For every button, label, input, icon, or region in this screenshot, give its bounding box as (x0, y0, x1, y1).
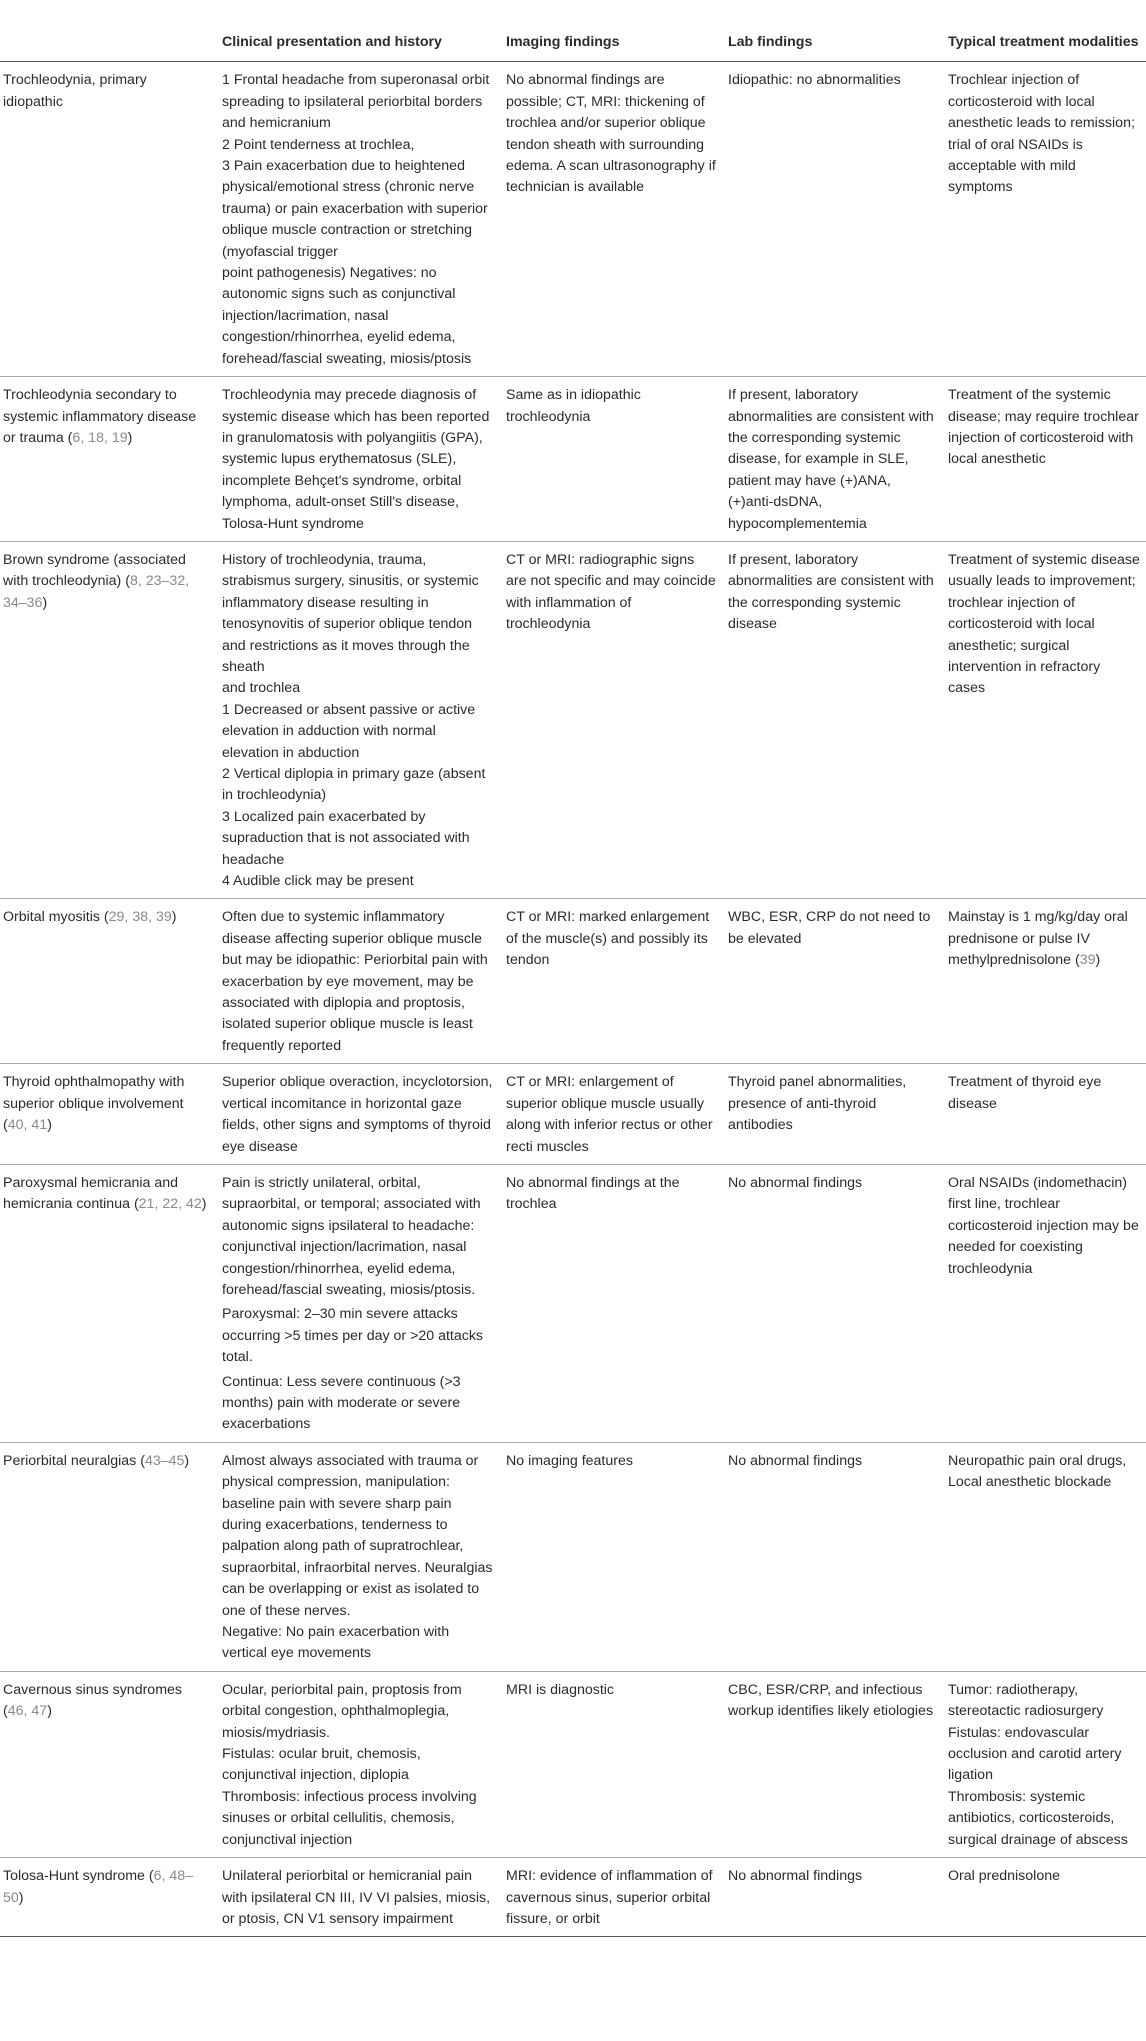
clinical-line: History of trochleodynia, trauma, strabismus surgery, sinusitis, or systemic inflammatory disease resulting in tenosynovitis of superior oblique tendon and restrictions as it moves through the sheath (222, 551, 479, 675)
table-row (0, 899, 1146, 1064)
citation-ref: 39 (1079, 952, 1096, 969)
condition-refs: (46, 47) (3, 1703, 52, 1720)
lab-cell: Idiopathic: no abnormalities (722, 62, 942, 377)
condition-name: Trochleodynia secondary to systemic inflammatory disease or trauma (3, 387, 197, 446)
citation-ref: 6, 48–50 (3, 1868, 194, 1906)
condition-cell (0, 1671, 216, 1857)
treatment-cell: Treatment of systemic disease usually leads to improvement; trochlear injection of corticosteroid with local anesthetic; surgical intervention in refractory cases (942, 541, 1146, 899)
condition-name: Orbital myositis (3, 909, 100, 926)
citation-ref: 40, 41 (7, 1117, 48, 1134)
imaging-cell: MRI: evidence of inflammation of cavernous sinus, superior orbital fissure, or orbit (500, 1858, 722, 1937)
condition-cell (0, 1164, 216, 1442)
lab-cell: CBC, ESR/CRP, and infectious workup identifies likely etiologies (722, 1671, 942, 1857)
condition-name: Paroxysmal hemicrania and hemicrania continua (3, 1174, 179, 1213)
clinical-line: Continua: Less severe continuous (>3 months) pain with moderate or severe exacerbations (222, 1373, 461, 1433)
condition-refs: (43–45) (140, 1452, 190, 1469)
table-row (0, 1442, 1146, 1671)
clinical-cell (216, 1064, 500, 1165)
clinical-line: Ocular, periorbital pain, proptosis from orbital congestion, ophthalmoplegia, miosis/mydriasis. (222, 1681, 462, 1741)
citation-ref: 29, 38, 39 (108, 909, 172, 926)
condition-name: Trochleodynia, primary idiopathic (3, 72, 147, 110)
clinical-line: 1 Frontal headache from superonasal orbit spreading to ipsilateral periorbital borders and hemicranium (222, 72, 490, 132)
clinical-cell (216, 1858, 500, 1937)
treatment-cell: Treatment of the systemic disease; may require trochlear injection of corticosteroid with local anesthetic (942, 377, 1146, 542)
clinical-cell (216, 62, 500, 377)
header-treatment: Typical treatment modalities (942, 0, 1146, 62)
condition-refs: (8, 23–32, 34–36) (3, 573, 190, 611)
condition-refs: (6, 48–50) (3, 1868, 194, 1906)
treatment-cell: Oral NSAIDs (indomethacin) first line, trochlear corticosteroid injection may be needed for coexisting trochleodynia (942, 1164, 1146, 1442)
treatment-line: Fistulas: endovascular occlusion and carotid artery ligation (948, 1724, 1122, 1784)
clinical-line: and trochlea (222, 680, 301, 697)
citation-ref: 21, 22, 42 (138, 1196, 202, 1213)
imaging-cell: No imaging features (500, 1442, 722, 1671)
condition-name: Thyroid ophthalmopathy with superior oblique involvement (3, 1074, 185, 1112)
header-condition (0, 0, 216, 62)
table-row (0, 1164, 1146, 1442)
citation-ref: 8, 23–32, 34–36 (3, 573, 190, 611)
header-clinical: Clinical presentation and history (216, 0, 500, 62)
clinical-line: point pathogenesis) Negatives: no autonomic signs such as conjunctival injection/lacrimation, nasal congestion/rhinorrhea, eyelid edema, forehead/fascial sweating, miosis/ptosis (222, 265, 472, 367)
condition-cell (0, 377, 216, 542)
clinical-cell (216, 541, 500, 899)
treatment-cell: Trochlear injection of corticosteroid with local anesthetic leads to remission; trial of oral NSAIDs is acceptable with mild symptoms (942, 62, 1146, 377)
condition-refs: (6, 18, 19) (67, 429, 133, 446)
clinical-line: 4 Audible click may be present (222, 873, 414, 890)
table-row (0, 1858, 1146, 1937)
treatment-cell (942, 1671, 1146, 1857)
clinical-line: 2 Vertical diplopia in primary gaze (absent in trochleodynia) (222, 766, 486, 804)
treatment-cell: Oral prednisolone (942, 1858, 1146, 1937)
condition-refs: (29, 38, 39) (103, 909, 177, 926)
table-row (0, 377, 1146, 542)
imaging-cell: No abnormal findings at the trochlea (500, 1164, 722, 1442)
clinical-cell (216, 899, 500, 1064)
table-row (0, 1064, 1146, 1165)
condition-name: Cavernous sinus syndromes (3, 1681, 182, 1698)
table-header (0, 0, 1146, 62)
clinical-cell (216, 377, 500, 542)
clinical-line: Thrombosis: infectious process involving sinuses or orbital cellulitis, chemosis, conjunctival injection (222, 1788, 477, 1848)
clinical-line: 3 Pain exacerbation due to heightened physical/emotional stress (chronic nerve trauma) or pain exacerbation with superior oblique muscle contraction or stretching (myofascial trigger (222, 158, 488, 260)
imaging-cell: MRI is diagnostic (500, 1671, 722, 1857)
clinical-line: Often due to systemic inflammatory disease affecting superior oblique muscle but may be idiopathic: Periorbital pain with exacerbation by eye movement, may be associated with diplopia and proptosis, isolated superior oblique muscle is least frequently reported (222, 909, 488, 1054)
condition-cell (0, 1064, 216, 1165)
imaging-cell: CT or MRI: marked enlargement of the muscle(s) and possibly its tendon (500, 899, 722, 1064)
clinical-line: 3 Localized pain exacerbated by supraduction that is not associated with headache (222, 808, 470, 868)
imaging-cell: CT or MRI: radiographic signs are not specific and may coincide with inflammation of trochleodynia (500, 541, 722, 899)
imaging-cell: Same as in idiopathic trochleodynia (500, 377, 722, 542)
clinical-line: Almost always associated with trauma or physical compression, manipulation: baseline pain with severe sharp pain during exacerbations, tenderness to palpation along path of supratrochlear, supraorbital, infraorbital nerves. Neuralgias can be overlapping or exist as isolated to one of these nerves. (222, 1452, 493, 1619)
clinical-line: Trochleodynia may precede diagnosis of systemic disease which has been reported in granulomatosis with polyangiitis (GPA), systemic lupus erythematosus (SLE), incomplete Behçet's syndrome, orbital lymphoma, adult-onset Still's disease, Tolosa-Hunt syndrome (222, 387, 490, 532)
condition-cell (0, 62, 216, 377)
condition-cell (0, 1858, 216, 1937)
condition-refs: (40, 41) (3, 1117, 52, 1134)
treatment-cell: Mainstay is 1 mg/kg/day oral prednisone or pulse IV methylprednisolone (39) (942, 899, 1146, 1064)
table-row (0, 541, 1146, 899)
condition-cell (0, 541, 216, 899)
condition-cell (0, 899, 216, 1064)
clinical-cell (216, 1164, 500, 1442)
clinical-line: Superior oblique overaction, incyclotorsion, vertical incomitance in horizontal gaze fields, other signs and symptoms of thyroid eye disease (222, 1074, 493, 1155)
lab-cell: No abnormal findings (722, 1442, 942, 1671)
clinical-line: Pain is strictly unilateral, orbital, supraorbital, or temporal; associated with autonomic signs ipsilateral to headache: conjunctival injection/lacrimation, nasal congestion/rhinorrhea, eyelid edema, forehead/fascial sweating, miosis/ptosis. (222, 1174, 481, 1298)
condition-name: Brown syndrome (associated with trochleodynia) (3, 551, 186, 590)
condition-name: Tolosa-Hunt syndrome (3, 1868, 145, 1885)
clinical-line: 2 Point tenderness at trochlea, (222, 136, 415, 153)
header-imaging: Imaging findings (500, 0, 722, 62)
clinical-line: 1 Decreased or absent passive or active elevation in adduction with normal elevation in abduction (222, 701, 476, 761)
clinical-cell (216, 1671, 500, 1857)
lab-cell: No abnormal findings (722, 1164, 942, 1442)
clinical-line: Paroxysmal: 2–30 min severe attacks occurring >5 times per day or >20 attacks total. (222, 1306, 484, 1366)
treatment-line: Tumor: radiotherapy, stereotactic radiosurgery (948, 1681, 1104, 1720)
clinical-cell (216, 1442, 500, 1671)
lab-cell: WBC, ESR, CRP do not need to be elevated (722, 899, 942, 1064)
imaging-cell: No abnormal findings are possible; CT, MRI: thickening of trochlea and/or superior oblique tendon sheath with surrounding edema. A scan ultrasonography if technician is available (500, 62, 722, 377)
lab-cell: No abnormal findings (722, 1858, 942, 1937)
condition-cell (0, 1442, 216, 1671)
condition-name: Periorbital neuralgias (3, 1452, 137, 1469)
citation-ref: 46, 47 (7, 1703, 48, 1720)
condition-refs: (21, 22, 42) (133, 1196, 207, 1213)
table-body (0, 62, 1146, 1937)
treatment-cell: Neuropathic pain oral drugs, Local anesthetic blockade (942, 1442, 1146, 1671)
lab-cell: Thyroid panel abnormalities, presence of anti-thyroid antibodies (722, 1064, 942, 1165)
lab-cell: If present, laboratory abnormalities are consistent with the corresponding systemic disease (722, 541, 942, 899)
table-row (0, 1671, 1146, 1857)
citation-ref: 43–45 (144, 1452, 185, 1469)
header-row (0, 0, 1146, 62)
lab-cell: If present, laboratory abnormalities are consistent with the corresponding systemic disease, for example in SLE, patient may have (+)ANA, (+)anti-dsDNA, hypocomplementemia (722, 377, 942, 542)
treatment-line: Thrombosis: systemic antibiotics, corticosteroids, surgical drainage of abscess (948, 1788, 1128, 1848)
citation-ref: 6, 18, 19 (72, 429, 128, 446)
header-lab: Lab findings (722, 0, 942, 62)
treatment-cell: Treatment of thyroid eye disease (942, 1064, 1146, 1165)
clinical-line: Negative: No pain exacerbation with vertical eye movements (222, 1624, 450, 1662)
table-row (0, 62, 1146, 377)
clinical-line: Fistulas: ocular bruit, chemosis, conjunctival injection, diplopia (222, 1746, 421, 1784)
imaging-cell: CT or MRI: enlargement of superior oblique muscle usually along with inferior rectus or other recti muscles (500, 1064, 722, 1165)
clinical-line: Unilateral periorbital or hemicranial pain with ipsilateral CN III, IV VI palsies, miosis, or ptosis, CN V1 sensory impairment (222, 1868, 491, 1927)
